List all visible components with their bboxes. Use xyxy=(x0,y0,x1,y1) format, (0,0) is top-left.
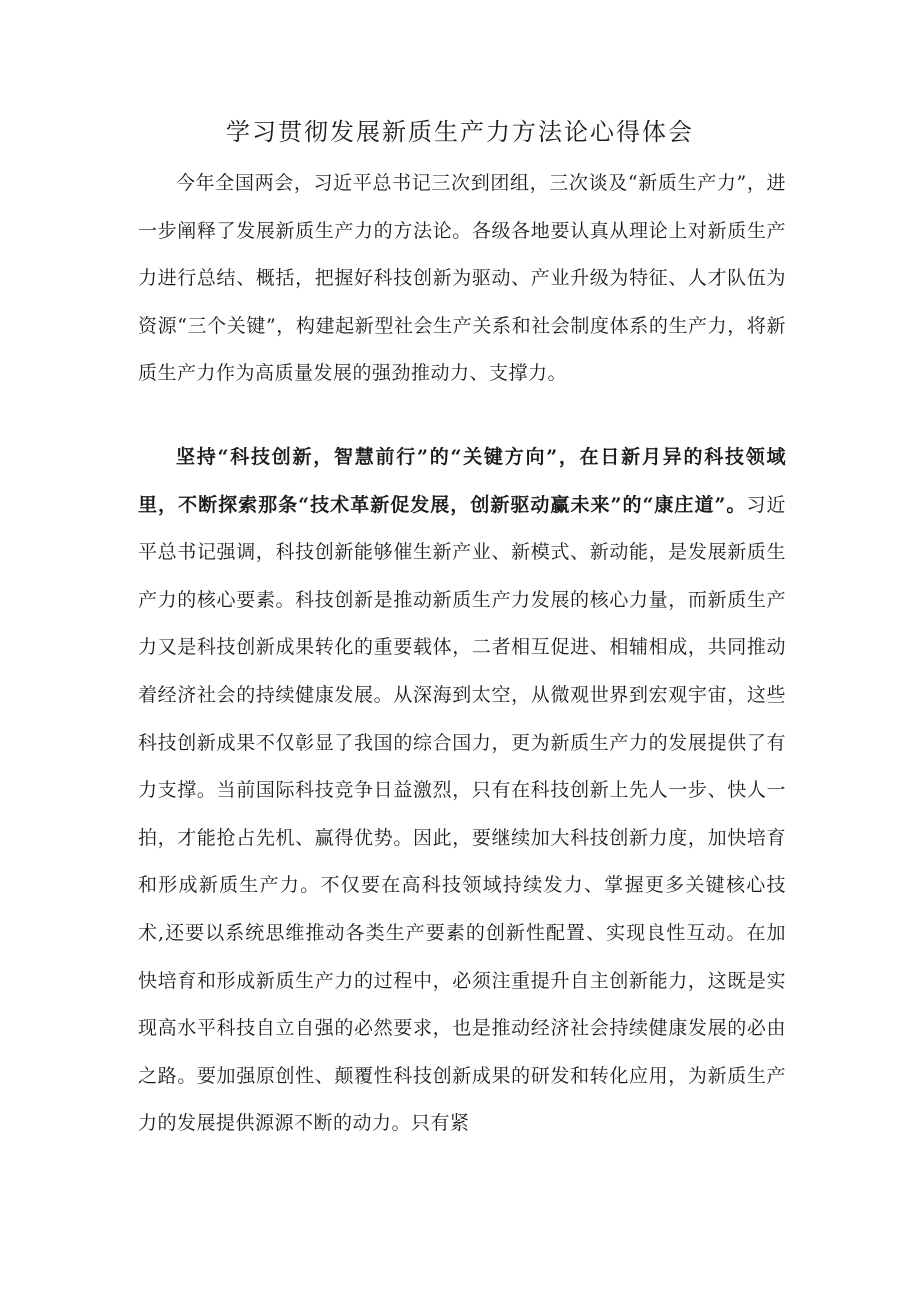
document-title: 学习贯彻发展新质生产力方法论心得体会 xyxy=(226,118,694,146)
paragraph-tech-innovation xyxy=(138,434,786,1148)
paragraph-intro: 今年全国两会，习近平总书记三次到团组，三次谈及“新质生产力”，进一步阐释了发展新质生产力的方法论。各级各地要认真从理论上对新质生产力进行总结、概括，把握好科技创新为驱动、产业升级为特征、人才队伍为资源“三个关键”，构建起新型社会生产关系和社会制度体系的生产力，将新质生产力作为高质量发展的强劲推动力、支撑力。 xyxy=(138,172,786,385)
paragraph-lead-heading: 坚持“科技创新，智慧前行”的“关键方向”，在日新月异的科技领域里，不断探索那条“技术革新促发展，创新驱动赢未来”的“康庄道”。 xyxy=(138,446,786,516)
paragraph-body: 习近平总书记强调，科技创新能够催生新产业、新模式、新动能，是发展新质生产力的核心要素。科技创新是推动新质生产力发展的核心力量，而新质生产力又是科技创新成果转化的重要载体，二者相互促进、相辅相成，共同推动着经济社会的持续健康发展。从深海到太空，从微观世界到宏观宇宙，这些科技创新成果不仅彰显了我国的综合国力，更为新质生产力的发展提供了有力支撑。当前国际科技竞争日益激烈，只有在科技创新上先人一步、快人一拍，才能抢占先机、赢得优势。因此，要继续加大科技创新力度，加快培育和形成新质生产力。不仅要在高科技领域持续发力、掌握更多关键核心技术,还要以系统思维推动各类生产要素的创新性配置、实现良性互动。在加快培育和形成新质生产力的过程中，必须注重提升自主创新能力，这既是实现高水平科技自立自强的必然要求，也是推动经济社会持续健康发展的必由之路。要加强原创性、颠覆性科技创新成果的研发和转化应用，为新质生产力的发展提供源源不断的动力。只有紧 xyxy=(138,493,786,1135)
